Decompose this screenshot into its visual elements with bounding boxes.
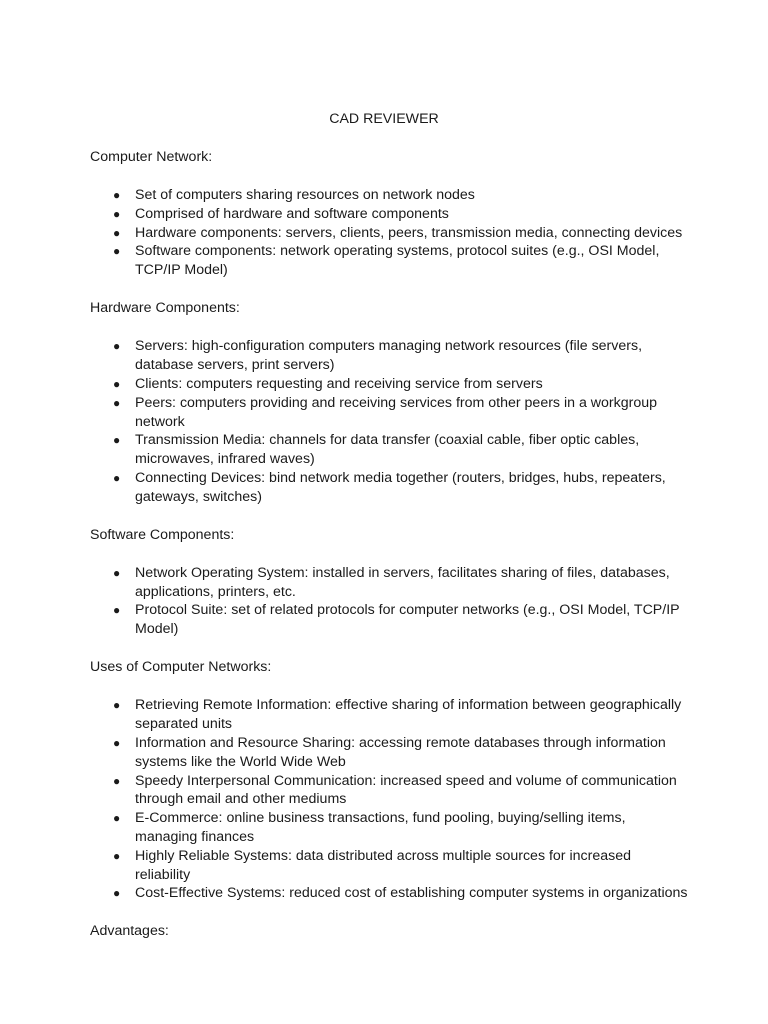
section-heading: Uses of Computer Networks:: [90, 659, 272, 676]
bullet-icon: ●: [113, 698, 121, 713]
list-item: ● Cost-Effective Systems: reduced cost of establishing computer systems in organizations: [113, 885, 688, 902]
bullet-icon: ●: [113, 225, 121, 240]
list-item: ● Connecting Devices: bind network media together (routers, bridges, hubs, repeaters, gateways, switches): [113, 469, 666, 505]
bullet-icon: ●: [113, 339, 121, 354]
list-item: ● Protocol Suite: set of related protocols for computer networks (e.g., OSI Model, TCP/IP Model): [113, 602, 680, 638]
list-item: ● Transmission Media: channels for data transfer (coaxial cable, fiber optic cables, microwaves, infrared waves): [113, 432, 640, 468]
list-item: ● Retrieving Remote Information: effective sharing of information between geographically separated units: [113, 697, 682, 733]
bullet-icon: ●: [113, 603, 121, 618]
list-item: ● Servers: high-configuration computers managing network resources (file servers, database servers, print servers): [113, 338, 643, 374]
list-item: ● Hardware components: servers, clients, peers, transmission media, connecting devices: [113, 224, 683, 241]
list-item: ● Comprised of hardware and software components: [113, 205, 449, 222]
section-software-components: [90, 526, 690, 639]
bullet-list: [90, 337, 690, 506]
bullet-icon: ●: [113, 433, 121, 448]
bullet-icon: ●: [113, 376, 121, 391]
bullet-icon: ●: [113, 395, 121, 410]
document-body: [90, 110, 690, 960]
bullet-list: [90, 696, 690, 903]
list-item: ● Information and Resource Sharing: accessing remote databases through information systems like the World Wide Web: [113, 734, 666, 770]
bullet-icon: ●: [113, 470, 121, 485]
list-item: ● Highly Reliable Systems: data distributed across multiple sources for increased reliability: [113, 847, 631, 883]
bullet-icon: ●: [113, 206, 121, 221]
list-item: ● Software components: network operating systems, protocol suites (e.g., OSI Model, TCP/IP Model): [113, 243, 660, 279]
bullet-icon: ●: [113, 848, 121, 863]
bullet-icon: ●: [113, 188, 121, 203]
bullet-list: [90, 564, 690, 639]
list-item: ● Clients: computers requesting and receiving service from servers: [113, 375, 543, 392]
section-advantages: [90, 922, 690, 941]
section-heading: Hardware Components:: [90, 300, 240, 317]
section-hardware-components: [90, 299, 690, 506]
section-heading: Advantages:: [90, 923, 169, 940]
bullet-icon: ●: [113, 565, 121, 580]
bullet-icon: ●: [113, 886, 121, 901]
list-item: ● Speedy Interpersonal Communication: increased speed and volume of communication through email and other mediums: [113, 772, 677, 808]
bullet-list: [90, 186, 690, 280]
bullet-icon: ●: [113, 773, 121, 788]
bullet-icon: ●: [113, 811, 121, 826]
section-heading: Software Components:: [90, 526, 235, 543]
list-item: ● Peers: computers providing and receiving services from other peers in a workgroup network: [113, 394, 658, 430]
list-item: ● Network Operating System: installed in servers, facilitates sharing of files, databases, applications, printers, etc.: [113, 564, 670, 600]
section-uses-of-computer-networks: [90, 658, 690, 903]
section-computer-network: [90, 148, 690, 280]
document-title: CAD REVIEWER: [329, 111, 439, 127]
list-item: ● E-Commerce: online business transactions, fund pooling, buying/selling items, managing finances: [113, 810, 626, 845]
list-item: ● Set of computers sharing resources on network nodes: [113, 187, 475, 204]
section-heading: Computer Network:: [90, 148, 213, 165]
bullet-icon: ●: [113, 244, 121, 259]
bullet-icon: ●: [113, 735, 121, 750]
